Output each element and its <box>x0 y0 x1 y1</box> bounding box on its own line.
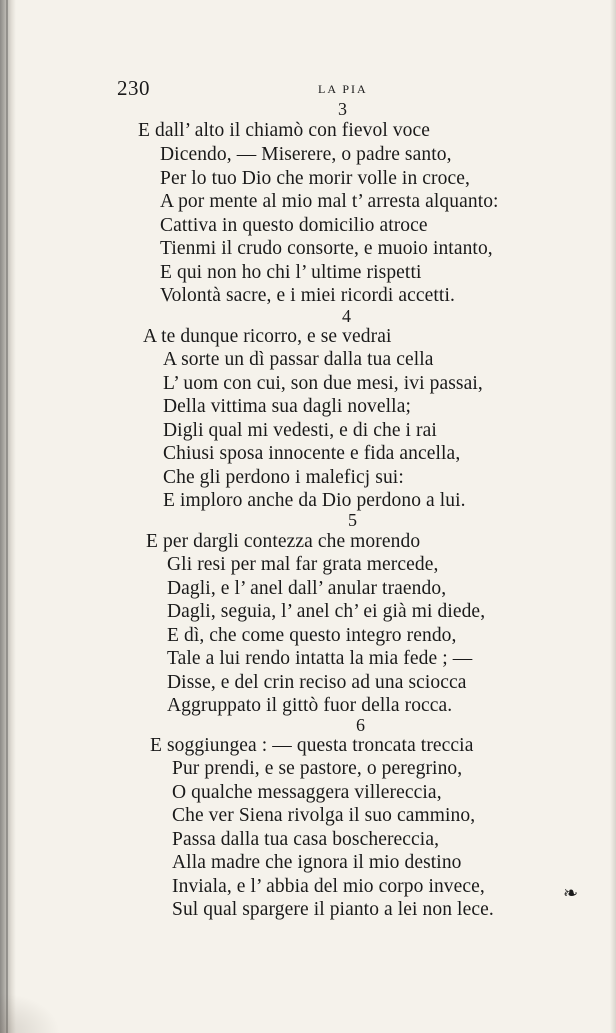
verse-line: E per dargli contezza che morendo <box>146 531 421 552</box>
page-edge <box>610 0 616 1033</box>
verse-line: E dì, che come questo integro rendo, <box>167 625 457 646</box>
verse-line: Dicendo, — Miserere, o padre santo, <box>160 144 452 165</box>
verse-line: E dall’ alto il chiamò con fievol voce <box>138 120 431 141</box>
verse-line: Che ver Siena rivolga il suo cammino, <box>172 805 476 826</box>
binding-shadow <box>0 0 16 1033</box>
paper-stain <box>0 993 60 1033</box>
verse-line: Tienmi il crudo consorte, e muoio intanto, <box>160 238 493 259</box>
verse-line: A te dunque ricorro, e se vedrai <box>143 326 392 347</box>
verse-line: L’ uom con cui, son due mesi, ivi passai, <box>163 373 483 394</box>
verse-line: Dagli, e l’ anel dall’ anular traendo, <box>167 578 447 599</box>
verse-line: E soggiungea : — questa troncata treccia <box>150 735 474 756</box>
verse-line: Chiusi sposa innocente e fida ancella, <box>163 443 461 464</box>
verse-line: Pur prendi, e se pastore, o peregrino, <box>172 758 463 779</box>
verse-line: Cattiva in questo domicilio atroce <box>160 215 428 236</box>
verse-line: E imploro anche da Dio perdono a lui. <box>163 490 466 511</box>
verse-line: Della vittima sua dagli novella; <box>163 396 411 417</box>
verse-line: E qui non ho chi l’ ultime rispetti <box>160 262 422 283</box>
verse-line: Passa dalla tua casa boschereccia, <box>172 829 440 850</box>
verse-line: A por mente al mio mal t’ arresta alquanto: <box>160 191 499 212</box>
binding-line <box>6 0 8 1033</box>
end-ornament-icon: ❧ <box>563 883 579 903</box>
verse-line: Tale a lui rendo intatta la mia fede ; — <box>167 648 473 669</box>
verse-line: Sul qual spargere il pianto a lei non lece. <box>172 899 494 920</box>
verse-line: A sorte un dì passar dalla tua cella <box>163 349 434 370</box>
verse-line: Digli qual mi vedesti, e di che i rai <box>163 420 437 441</box>
page-header <box>0 76 616 100</box>
verse-line: Che gli perdono i maleficj sui: <box>163 467 404 488</box>
running-head: LA PIA <box>318 82 368 96</box>
verse-line: Aggruppato il gittò fuor della rocca. <box>167 695 453 716</box>
stanza-number: 6 <box>356 715 365 735</box>
verse-line: O qualche messaggera villereccia, <box>172 782 442 803</box>
stanza-number: 4 <box>342 306 351 326</box>
verse-line: Volontà sacre, e i miei ricordi accetti. <box>160 285 455 306</box>
verse-line: Disse, e del crin reciso ad una sciocca <box>167 672 467 693</box>
stanza-number: 5 <box>348 510 357 530</box>
stanza-number: 3 <box>338 99 347 119</box>
verse-line: Alla madre che ignora il mio destino <box>172 852 462 873</box>
verse-line: Gli resi per mal far grata mercede, <box>167 554 439 575</box>
page-number: 230 <box>117 76 150 100</box>
verse-line: Inviala, e l’ abbia del mio corpo invece, <box>172 876 485 897</box>
verse-line: Dagli, seguia, l’ anel ch’ ei già mi diede, <box>167 601 486 622</box>
verse-line: Per lo tuo Dio che morir volle in croce, <box>160 168 470 189</box>
